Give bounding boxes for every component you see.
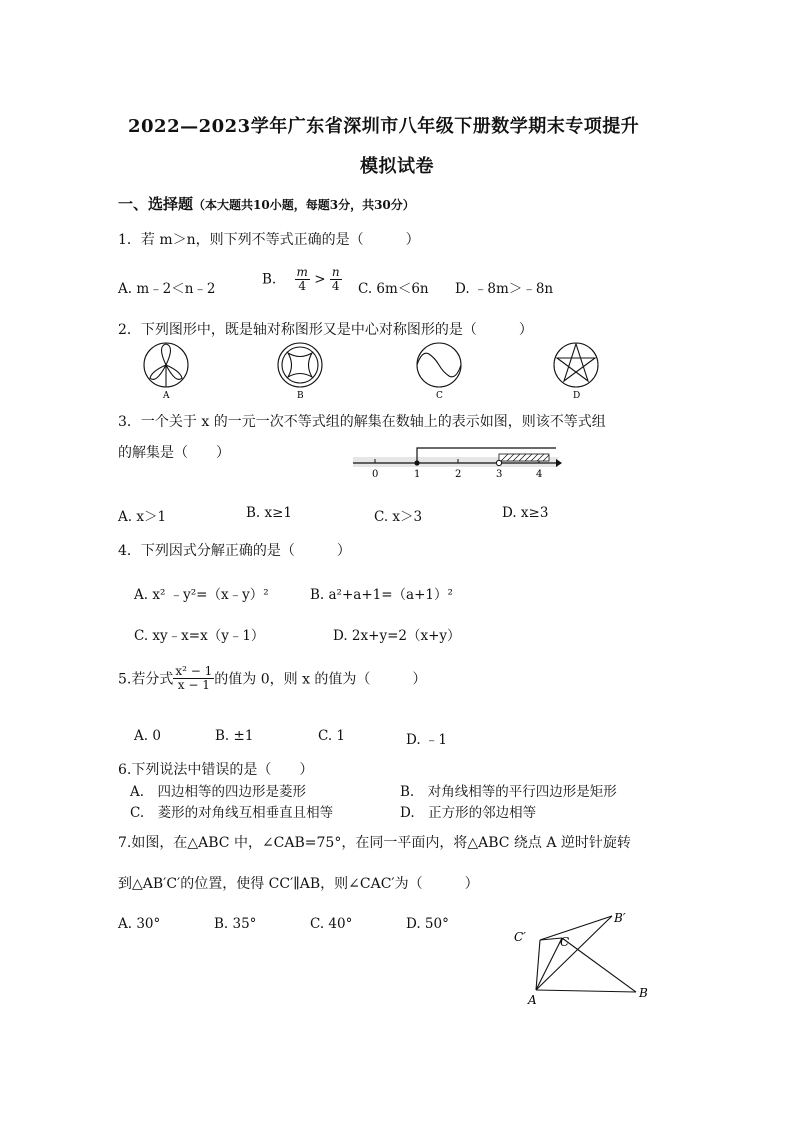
fraction-denominator: 4 <box>331 279 340 294</box>
label-b-prime: B′ <box>614 911 626 925</box>
label-b: B <box>639 986 648 1000</box>
fraction-m-over-4 <box>295 266 310 293</box>
figure-a-label: A <box>163 391 170 401</box>
question-5-suffix: 的值为 0，则 x 的值为（ ） <box>214 671 427 688</box>
question-5-prefix: 5.若分式 <box>118 671 174 688</box>
question-5-option-c: C. 1 <box>318 728 346 744</box>
question-6-option-c: C. 菱形的对角线互相垂直且相等 <box>130 805 334 821</box>
question-5-option-b: B. ±1 <box>215 728 254 744</box>
question-1-option-a: A. m﹣2＜n﹣2 <box>118 281 216 297</box>
question-3-option-b: B. x≥1 <box>246 505 293 521</box>
figure-c-label: C <box>436 391 443 401</box>
question-5-option-a: A. 0 <box>134 728 161 744</box>
question-7-option-c: C. 40° <box>310 916 353 932</box>
question-2-stem: 2．下列图形中，既是轴对称图形又是中心对称图形的是（ ） <box>118 322 533 338</box>
page-title-line2: 模拟试卷 <box>360 156 434 177</box>
question-3-stem-line2: 的解集是（ ） <box>118 445 230 461</box>
tick-label-4: 4 <box>536 469 543 480</box>
section-heading-note: （本大题共10小题，每题3分，共30分） <box>193 198 415 212</box>
question-4-option-c: C. xy﹣x=x（y﹣1） <box>134 628 265 644</box>
greater-than-sign: > <box>314 271 326 288</box>
tick-label-3: 3 <box>496 469 503 480</box>
fraction-denominator: 4 <box>298 279 307 294</box>
question-7-option-d: D. 50° <box>406 916 449 932</box>
label-c-prime: C′ <box>514 930 526 944</box>
question-7-option-a: A. 30° <box>118 916 161 932</box>
segment-c-prime-b-prime <box>540 916 612 940</box>
tick-label-0: 0 <box>372 469 379 480</box>
question-3-option-c: C. x＞3 <box>374 509 423 525</box>
page-title-line1: 2022—2023学年广东省深圳市八年级下册数学期末专项提升 <box>128 116 640 137</box>
question-6-option-d: D. 正方形的邻边相等 <box>400 805 537 821</box>
question-4-option-b: B. a²+a+1=（a+1）² <box>310 587 453 603</box>
question-6-stem: 6.下列说法中错误的是（ ） <box>118 762 314 778</box>
question-3-option-d: D. x≥3 <box>502 505 549 521</box>
question-6-option-b: B. 对角线相等的平行四边形是矩形 <box>400 784 617 800</box>
figure-a-three-petal-circle <box>144 343 188 387</box>
question-7-option-b: B. 35° <box>214 916 257 932</box>
section-heading <box>118 193 415 214</box>
label-c: C <box>560 935 570 949</box>
fraction-numerator: x² − 1 <box>175 664 213 678</box>
option-b-prefix: B. <box>262 271 277 288</box>
question-5-option-d: D. ﹣1 <box>406 732 448 748</box>
closed-dot-at-1 <box>414 460 419 465</box>
number-line-figure <box>350 443 562 481</box>
question-1-option-b <box>262 266 342 293</box>
figure-c-s-curve-circle <box>417 343 461 387</box>
tick-label-1: 1 <box>414 469 421 480</box>
question-5-stem <box>118 665 426 692</box>
tick-label-2: 2 <box>455 469 462 480</box>
question-3-option-a: A. x＞1 <box>118 509 167 525</box>
figure-b-label: B <box>297 391 304 401</box>
number-line-arrow <box>556 459 562 467</box>
segment-a-b <box>536 990 636 992</box>
question-2-figures <box>130 338 610 402</box>
question-1-option-d: D. ﹣8m＞﹣8n <box>455 281 554 297</box>
fraction-numerator: m <box>296 265 308 279</box>
open-dot-at-3 <box>496 460 501 465</box>
segment-a-b-prime <box>536 916 612 990</box>
figure-b-concave-square-circle <box>278 343 322 387</box>
figure-d-pentagram-circle <box>554 343 598 387</box>
question-4-stem: 4．下列因式分解正确的是（ ） <box>118 543 351 559</box>
question-4-option-a: A. x² ﹣y²=（x﹣y）² <box>134 587 269 603</box>
section-heading-label: 一、选择题 <box>118 195 194 213</box>
question-4-option-d: D. 2x+y=2（x+y） <box>333 628 461 644</box>
question-6-option-a: A. 四边相等的四边形是菱形 <box>130 784 307 800</box>
segment-c-b <box>562 938 636 992</box>
figure-d-label: D <box>573 391 581 401</box>
fraction-denominator: x − 1 <box>177 678 210 693</box>
fraction-n-over-4 <box>330 266 342 293</box>
question-7-stem-line1: 7.如图，在△ABC 中，∠CAB=75°，在同一平面内，将△ABC 绕点 A 逆时针旋转 <box>118 835 631 851</box>
label-a: A <box>528 993 537 1006</box>
question-3-stem-line1: 3．一个关于 x 的一元一次不等式组的解集在数轴上的表示如图，则该不等式组 <box>118 414 606 430</box>
question-5-fraction <box>173 665 214 692</box>
question-1-stem: 1．若 m＞n，则下列不等式正确的是（ ） <box>118 232 420 248</box>
question-1-option-c: C. 6m＜6n <box>358 281 429 297</box>
question-7-stem-line2: 到△AB′C′的位置，使得 CC′∥AB，则∠CAC′为（ ） <box>118 876 479 892</box>
fraction-numerator: n <box>331 265 340 279</box>
rotation-triangle-figure <box>510 908 660 1006</box>
